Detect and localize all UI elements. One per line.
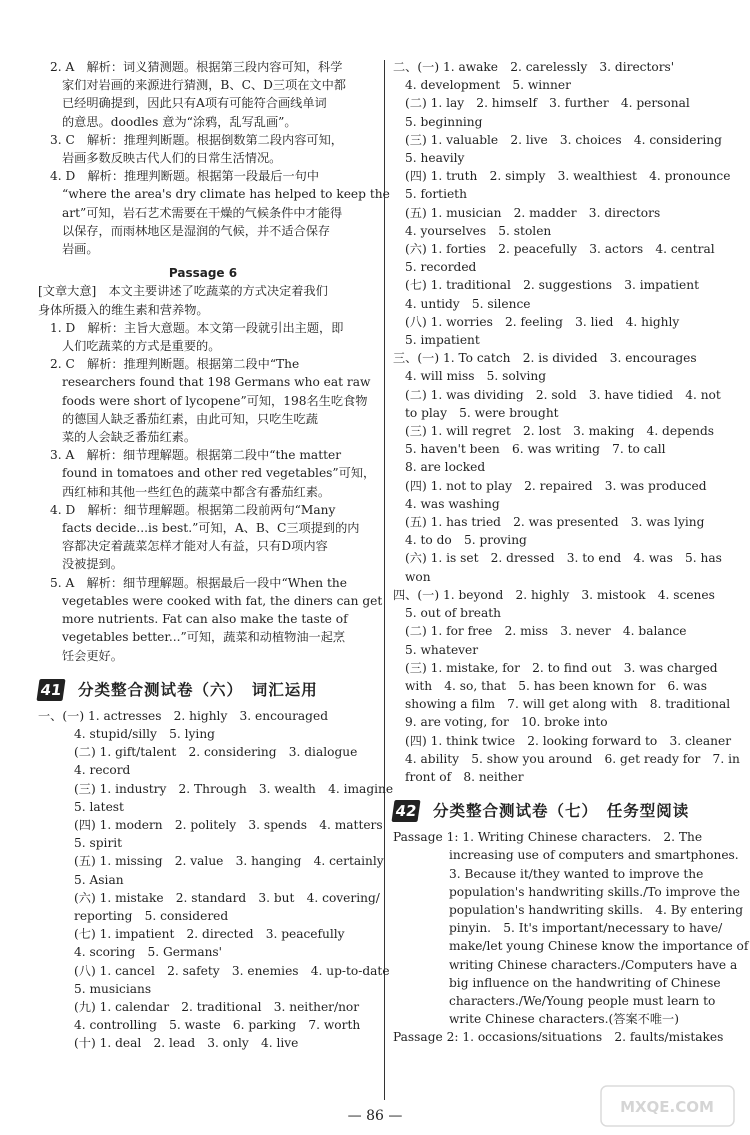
answer-line: (二) 1. was dividing 2. sold 3. have tidied 4. not [405, 387, 721, 402]
answer-line: (八) 1. worries 2. feeling 3. lied 4. highly [405, 314, 680, 329]
answer-line: (七) 1. impatient 2. directed 3. peacefully [74, 927, 345, 942]
answer-line: 没被提到。 [62, 557, 123, 572]
answer-line: 5. musicians [74, 981, 152, 996]
answer-line: 4. untidy 5. silence [405, 296, 531, 311]
answer-line: 4. yourselves 5. stolen [405, 223, 552, 238]
column-divider [384, 60, 385, 1100]
answer-line: 2. C 解析：推理判断题。根据第二段中“The [50, 357, 300, 372]
answer-line: (六) 1. forties 2. peacefully 3. actors 4. central [405, 242, 715, 257]
answer-line: 二、(一) 1. awake 2. carelessly 3. directors' [393, 60, 675, 74]
answer-line: population's handwriting skills./To improve the [449, 884, 740, 899]
answer-line: front of 8. neither [405, 769, 524, 784]
answer-line: 4. D 解析：推理判断题。根据第一段最后一句中 [50, 169, 320, 184]
section-title: 分类整合测试卷（七） 任务型阅读 [433, 802, 690, 821]
answer-line: 4. will miss 5. solving [405, 369, 547, 384]
task-reading-answers [393, 828, 749, 1046]
section-number-badge: 41 [36, 679, 65, 701]
answer-line: 西红柿和其他一些红色的蔬菜中都含有番茄红素。 [62, 484, 331, 499]
section-title: 分类整合测试卷（六） 词汇运用 [78, 680, 318, 699]
passage-title: Passage 6 [168, 266, 238, 281]
answer-line: art”可知，岩石艺术需要在干燥的气候条件中才能得 [62, 205, 343, 220]
answer-line: 饪会更好。 [62, 648, 123, 663]
answer-line: 9. are voting, for 10. broke into [405, 715, 608, 730]
section-42-header [393, 800, 713, 822]
answer-line: 5. A 解析：细节理解题。根据最后一段中“When the [50, 575, 347, 590]
answer-line: characters./We/Young people must learn to [449, 993, 716, 1008]
answer-line: (五) 1. has tried 2. was presented 3. was lying [405, 515, 705, 530]
right-answer-lines [393, 58, 740, 786]
answer-line: (六) 1. is set 2. dressed 3. to end 4. was 5. has [405, 551, 722, 566]
answer-line: (七) 1. traditional 2. suggestions 3. impatient [405, 278, 699, 293]
answer-line: 4. D 解析：细节理解题。根据第二段前两句“Many [50, 502, 336, 517]
answer-line: 四、(一) 1. beyond 2. highly 3. mistook 4. scenes [393, 587, 715, 602]
answer-line: researchers found that 198 Germans who eat raw [62, 375, 371, 390]
answer-line: (五) 1. musician 2. madder 3. directors [405, 205, 661, 220]
answer-line: 5. recorded [405, 260, 477, 275]
answer-line: 5. heavily [405, 151, 465, 166]
answer-line: 5. haven't been 6. was writing 7. to call [405, 442, 666, 457]
answer-line: writing Chinese characters./Computers have a [449, 957, 738, 972]
answer-line: 2. A 解析：词义猜测题。根据第三段内容可知，科学 [50, 60, 343, 74]
answer-line: 3. A 解析：细节理解题。根据第二段中“the matter [50, 448, 342, 463]
answer-line: 4. to do 5. proving [405, 533, 527, 548]
answer-line: 岩画多数反映古代人们的日常生活情况。 [62, 151, 282, 166]
answer-line: “where the area's dry climate has helped to keep the [62, 187, 390, 202]
answer-line: 三、(一) 1. To catch 2. is divided 3. encourages [393, 351, 697, 366]
answer-line: (二) 1. for free 2. miss 3. never 4. balance [405, 624, 687, 639]
answer-line: 4. scoring 5. Germans' [74, 945, 223, 960]
answer-line: 以保存，而雨林地区是湿润的气候，并不适合保存 [62, 223, 331, 238]
answer-line: facts decide...is best.”可知，A、B、C三项提到的内 [62, 521, 360, 536]
answer-line: (四) 1. modern 2. politely 3. spends 4. matters [74, 817, 383, 832]
answer-line: (九) 1. calendar 2. traditional 3. neither/nor [74, 999, 360, 1014]
answer-line: (五) 1. missing 2. value 3. hanging 4. certainly [74, 854, 384, 869]
page-number: — 86 — [347, 1108, 403, 1124]
answer-line: (十) 1. deal 2. lead 3. only 4. live [74, 1036, 299, 1051]
answer-line: 5. out of breath [405, 606, 502, 621]
answer-line: (四) 1. truth 2. simply 3. wealthiest 4. pronounce [405, 169, 731, 184]
answer-line: to play 5. were brought [405, 405, 559, 420]
answer-line: (八) 1. cancel 2. safety 3. enemies 4. up-to-date [74, 963, 390, 978]
watermark-logo [600, 1085, 735, 1127]
answer-line: 4. record [74, 763, 131, 778]
answer-line: found in tomatoes and other red vegetables”可知， [62, 466, 376, 481]
answer-line: showing a film 7. will get along with 8. traditional [405, 697, 731, 712]
answer-line: [文章大意] 本文主要讲述了吃蔬菜的方式决定着我们 [38, 284, 328, 299]
answer-line: 3. Because it/they wanted to improve the [449, 866, 704, 881]
answer-line: 人们吃蔬菜的方式是重要的。 [62, 339, 221, 354]
answer-line: 容都决定着蔬菜怎样才能对人有益，只有D项内容 [62, 539, 328, 554]
answer-line: pinyin. 5. It's important/necessary to have/ [449, 921, 723, 936]
answer-line: (六) 1. mistake 2. standard 3. but 4. covering/ [74, 890, 380, 905]
answer-line: (二) 1. lay 2. himself 3. further 4. personal [405, 96, 690, 111]
answer-line: vegetables were cooked with fat, the diners can get [62, 593, 383, 608]
answer-line: more nutrients. Fat can also make the taste of [62, 612, 348, 627]
answer-line: (四) 1. not to play 2. repaired 3. was produced [405, 478, 707, 493]
answer-line: population's handwriting skills. 4. By entering [449, 902, 744, 917]
section-number-badge: 42 [391, 800, 420, 822]
answer-line: (四) 1. think twice 2. looking forward to 3. cleaner [405, 733, 732, 748]
answer-line: 5. latest [74, 799, 124, 814]
answer-line: reporting 5. considered [74, 908, 229, 923]
answer-line: 一、(一) 1. actresses 2. highly 3. encouraged [38, 708, 328, 723]
answer-line: 5. impatient [405, 333, 480, 348]
answer-line: 已经明确提到，因此只有A项有可能符合画线单词 [62, 96, 327, 111]
answer-line: increasing use of computers and smartphones. [449, 848, 739, 863]
answer-line: Passage 2: 1. occasions/situations 2. faults/mistakes [393, 1030, 724, 1045]
answer-line: 4. was washing [405, 496, 500, 511]
answer-line: 的意思。doodles 意为“涂鸦，乱写乱画”。 [62, 114, 297, 129]
right-column [393, 58, 749, 1047]
answer-line: big influence on the handwriting of Chinese [449, 975, 721, 990]
answer-line: write Chinese characters.(答案不唯一) [449, 1012, 679, 1027]
answer-line: 5. Asian [74, 872, 124, 887]
vocabulary-answers [38, 707, 394, 1053]
answer-line: 5. beginning [405, 114, 483, 129]
answer-line: make/let young Chinese know the importance of [449, 939, 749, 954]
answer-line: (三) 1. industry 2. Through 3. wealth 4. imagine [74, 781, 394, 796]
answer-line: foods were short of lycopene”可知，198名生吃食物 [62, 393, 368, 408]
answer-line: 5. spirit [74, 836, 123, 851]
answer-line: 3. C 解析：推理判断题。根据倒数第二段内容可知， [50, 132, 343, 147]
answer-line: Passage 1: 1. Writing Chinese characters. 2. The [393, 830, 703, 845]
left-answer-lines [38, 58, 390, 665]
answer-line: (三) 1. will regret 2. lost 3. making 4. depends [405, 424, 714, 439]
answer-line: 岩画。 [62, 242, 99, 257]
answer-line: 菜的人会缺乏番茄红素。 [62, 430, 197, 445]
answer-line: 4. controlling 5. waste 6. parking 7. worth [74, 1018, 361, 1033]
answer-line: 4. development 5. winner [405, 78, 571, 93]
section-41-header [38, 679, 368, 701]
answer-line: 5. whatever [405, 642, 479, 657]
answer-line: (三) 1. valuable 2. live 3. choices 4. considering [405, 132, 722, 147]
answer-line: with 4. so, that 5. has been known for 6. was [405, 678, 707, 693]
answer-line: 4. ability 5. show you around 6. get ready for 7. in [405, 751, 740, 766]
answer-line: (二) 1. gift/talent 2. considering 3. dialogue [74, 745, 358, 760]
answer-line: 5. fortieth [405, 187, 467, 202]
answer-line: (三) 1. mistake, for 2. to find out 3. was charged [405, 660, 718, 675]
svg-text:MXQE.COM: MXQE.COM [620, 1098, 714, 1116]
answer-line: vegetables better...”可知，蔬菜和动植物油一起烹 [62, 630, 346, 645]
left-column [38, 58, 394, 1053]
answer-line: 的德国人缺乏番茄红素，由此可知，只吃生吃蔬 [62, 411, 318, 426]
answer-line: 家们对岩画的来源进行猜测，B、C、D三项在文中都 [62, 78, 346, 93]
answer-line: 身体所摄入的维生素和营养物。 [38, 302, 209, 317]
answer-line: won [405, 569, 431, 584]
answer-line: 8. are locked [405, 460, 486, 475]
answer-line: 1. D 解析：主旨大意题。本文第一段就引出主题，即 [50, 320, 344, 335]
answer-line: 4. stupid/silly 5. lying [74, 726, 215, 741]
